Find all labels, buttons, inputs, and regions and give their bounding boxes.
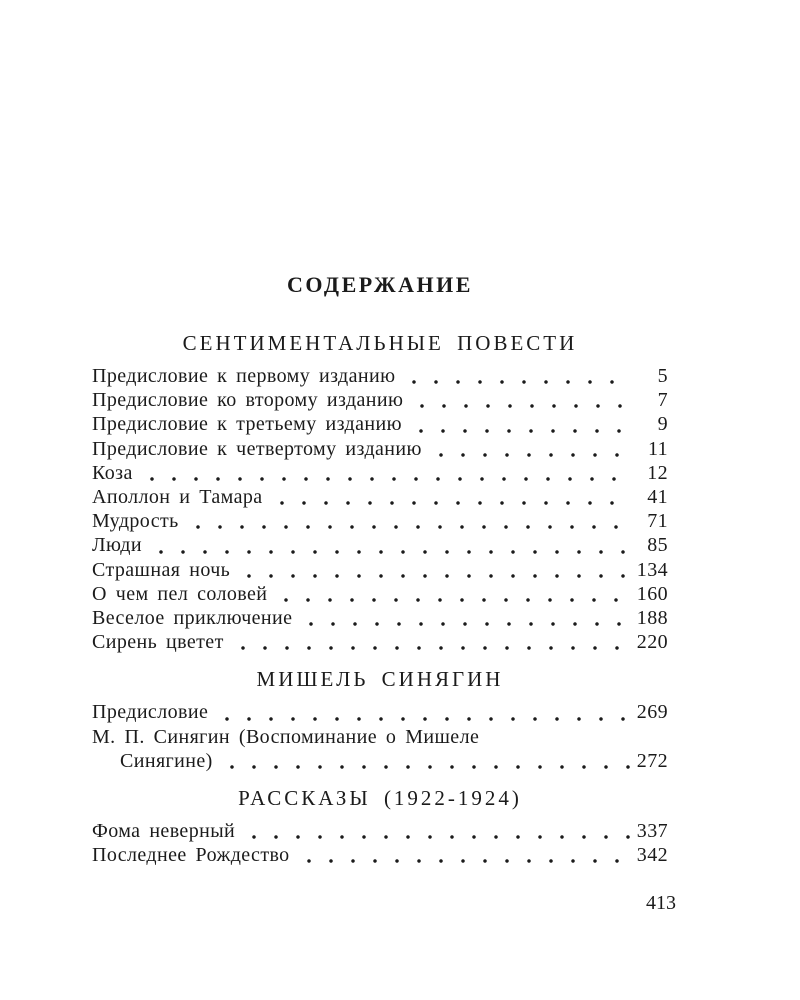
entry-page-number: 7 <box>657 389 668 412</box>
entry-title: Страшная ночь <box>92 558 231 581</box>
toc-entry <box>92 509 668 533</box>
entry-page-number: 71 <box>647 510 668 533</box>
entry-page-number: 272 <box>636 749 668 772</box>
entry-title: Мудрость <box>92 510 179 533</box>
entry-title: Синягине) <box>120 749 213 772</box>
entry-title: Последнее Рождество <box>92 844 290 867</box>
toc-entry <box>92 606 668 630</box>
dot-leader <box>232 630 631 654</box>
dot-leader <box>410 412 631 436</box>
section-heading: МИШЕЛЬ СИНЯГИН <box>256 667 504 692</box>
dot-leader <box>187 509 631 533</box>
entry-title: Предисловие к четвертому изданию <box>92 437 422 460</box>
toc-section <box>92 331 668 654</box>
entry-title: Предисловие <box>92 701 209 724</box>
entry-title: Люди <box>92 534 142 557</box>
dot-leader <box>300 606 631 630</box>
dot-leader <box>221 749 631 773</box>
section-entries <box>92 700 668 773</box>
entry-page-number: 41 <box>647 486 668 509</box>
dot-leader <box>243 819 631 843</box>
dot-leader <box>271 485 631 509</box>
entry-title: Предисловие ко второму изданию <box>92 389 404 412</box>
toc-content <box>92 0 676 915</box>
entry-title: Веселое приключение <box>92 607 293 630</box>
entry-page-number: 134 <box>636 558 668 581</box>
toc-entry <box>92 630 668 654</box>
toc-entry <box>92 749 668 773</box>
entry-title: Коза <box>92 461 133 484</box>
page-number: 413 <box>646 892 676 915</box>
entry-page-number: 5 <box>657 365 668 387</box>
dot-leader <box>216 700 631 724</box>
entry-title: Фома неверный <box>92 820 236 843</box>
entry-page-number: 160 <box>636 582 668 605</box>
section-heading: РАССКАЗЫ (1922-1924) <box>238 786 522 811</box>
toc-entry <box>92 485 668 509</box>
toc-entry <box>92 725 668 749</box>
dot-leader <box>403 364 631 388</box>
toc-entry <box>92 843 668 867</box>
section-heading: СЕНТИМЕНТАЛЬНЫЕ ПОВЕСТИ <box>182 331 578 355</box>
dot-leader <box>275 582 631 606</box>
section-entries <box>92 819 668 867</box>
entry-page-number: 85 <box>647 534 668 557</box>
dot-leader <box>150 533 631 557</box>
entry-title: Предисловие к третьему изданию <box>92 413 402 436</box>
entry-page-number: 269 <box>636 701 668 724</box>
toc-sections <box>92 331 668 867</box>
entry-title: М. П. Синягин (Воспоминание о Мишеле <box>92 725 480 748</box>
dot-leader <box>238 558 631 582</box>
entry-title: О чем пел соловей <box>92 582 268 605</box>
toc-entry <box>92 364 668 388</box>
toc-entry <box>92 437 668 461</box>
toc-entry <box>92 558 668 582</box>
entry-title: Предисловие к первому изданию <box>92 365 396 387</box>
toc-entry <box>92 819 668 843</box>
entry-title: Сирень цветет <box>92 631 224 654</box>
dot-leader <box>141 461 631 485</box>
toc-entry <box>92 388 668 412</box>
dot-leader <box>430 437 631 461</box>
section-entries <box>92 364 668 654</box>
toc-title: СОДЕРЖАНИЕ <box>287 272 473 297</box>
toc-section <box>92 786 668 867</box>
entry-page-number: 11 <box>647 437 668 460</box>
entry-page-number: 337 <box>636 820 668 843</box>
toc-section <box>92 667 668 773</box>
toc-entry <box>92 412 668 436</box>
dot-leader <box>411 388 631 412</box>
entry-page-number: 188 <box>636 607 668 630</box>
toc-entry <box>92 461 668 485</box>
dot-leader <box>298 843 631 867</box>
entry-page-number: 12 <box>647 461 668 484</box>
toc-entry <box>92 533 668 557</box>
entry-page-number: 342 <box>636 844 668 867</box>
toc-entry <box>92 700 668 724</box>
entry-title: Аполлон и Тамара <box>92 486 263 509</box>
entry-page-number: 9 <box>657 413 668 436</box>
toc-entry <box>92 582 668 606</box>
entry-page-number: 220 <box>636 631 668 654</box>
